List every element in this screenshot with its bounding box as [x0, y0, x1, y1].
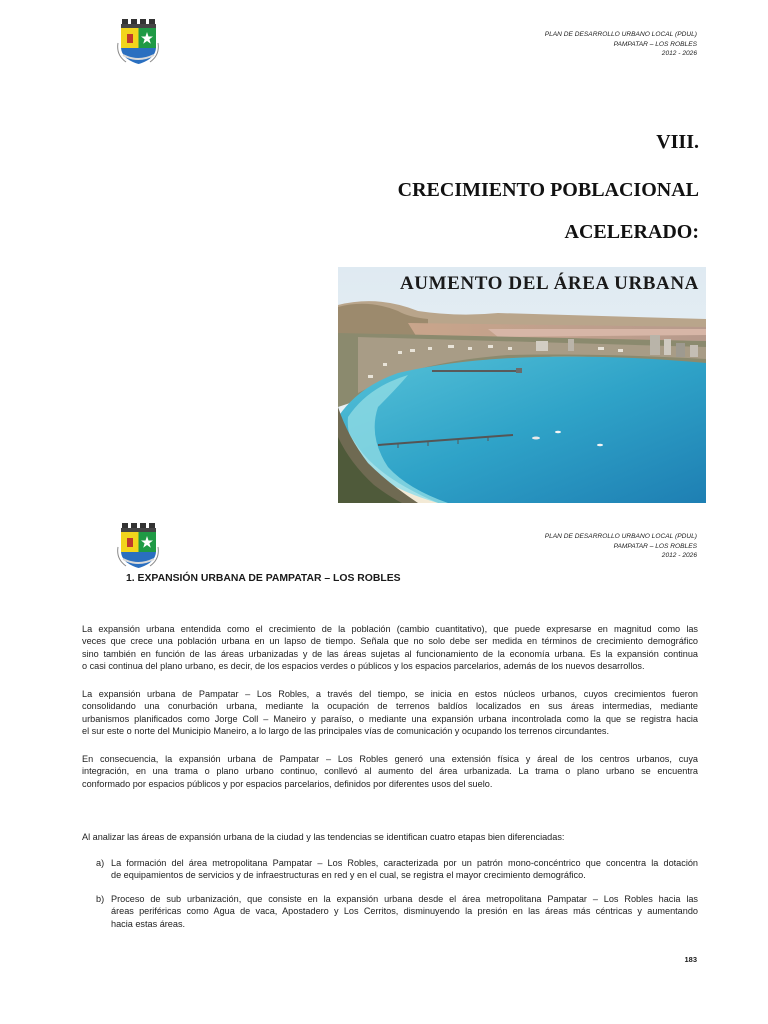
coastline-aerial-photo	[338, 267, 706, 503]
photo-caption-title: AUMENTO DEL ÁREA URBANA	[399, 273, 699, 294]
list-marker: b)	[96, 894, 105, 904]
list-line: Proceso de sub urbanización, que consiste en la expansión urbana desde el área metropolitana Pampatar – Los Robles hacia las	[111, 894, 698, 904]
list-line: áreas periféricas como Agua de vaca, Apostadero y Los Cerritos, disminuyendo la presión en las áreas más céntricas y aumentando	[111, 906, 698, 917]
paragraph-line: sino también en función de las áreas urbanizadas y de las áreas sujetas al funcionamiento de la economía urbana. Es la expansión continua	[82, 648, 698, 659]
municipal-crest-logo-2	[116, 521, 160, 571]
list-item-b	[96, 893, 698, 930]
paragraph-line: urbanismos planificados como Jorge Coll – Maneiro y paraíso, o mediante una expansión urbana incontrolada como la que se registra hacia	[82, 713, 698, 724]
header-plan-title: PLAN DE DESARROLLO URBANO LOCAL (PDUL)	[544, 31, 697, 38]
running-header-2	[437, 532, 697, 561]
paragraph-line: el sur este o norte del Municipio Maneiro, a lo largo de las principales vías de comunicación y ocupando los terrenos circundantes.	[82, 725, 610, 736]
list-marker: a)	[96, 858, 105, 868]
page-number: 183	[684, 955, 697, 964]
paragraph-2	[82, 688, 698, 737]
paragraph-line: Al analizar las áreas de expansión urbana de la ciudad y las tendencias se identifican cuatro etapas bien diferenciadas:	[82, 832, 565, 842]
paragraph-line: La expansión urbana entendida como el crecimiento de la población (cambio cuantitativo), que puede expresarse en magnitud como las	[82, 624, 698, 634]
section-heading: 1. EXPANSIÓN URBANA DE PAMPATAR – LOS ROBLES	[126, 573, 401, 584]
paragraph-1	[82, 623, 698, 672]
paragraph-line: consolidando una conurbación urbana, mediante la ocupación de terrenos baldíos localizados en sus áreas intermedias, mediante	[82, 701, 698, 712]
paragraph-line: En consecuencia, la expansión urbana de Pampatar – Los Robles generó una extensión física y áreal de los centros urbanos, cuya	[82, 754, 698, 764]
municipal-crest-logo	[116, 17, 160, 67]
chapter-title-line1: CRECIMIENTO POBLACIONAL	[397, 179, 699, 201]
header-location: PAMPATAR – LOS ROBLES	[613, 40, 697, 48]
list-line: La formación del área metropolitana Pampatar – Los Robles, caracterizada por un patrón mono-concéntrico que concentra la dotación	[111, 858, 698, 868]
list-line: hacia estas áreas.	[111, 918, 186, 929]
header-period-2: 2012 - 2026	[661, 552, 697, 559]
paragraph-3	[82, 753, 698, 790]
running-header	[437, 30, 697, 59]
header-period: 2012 - 2026	[661, 50, 697, 57]
chapter-number: VIII.	[656, 131, 699, 153]
paragraph-line: o casi continua del plano urbano, es decir, de los espacios verdes o públicos y los espacios parcelarios, además de los nuevos desarrollos.	[82, 660, 645, 671]
paragraph-line: veces que crece una población urbana en un lapso de tiempo. Señala que no solo debe ser medida en términos de crecimiento demográfico	[82, 636, 698, 647]
chapter-title-line2: ACELERADO:	[564, 221, 699, 243]
list-item-a	[96, 857, 698, 882]
paragraph-line: La expansión urbana de Pampatar – Los Robles, a través del tiempo, se inicia en estos núcleos urbanos, cuyos crecimientos fueron	[82, 689, 698, 699]
list-line: de equipamientos de servicios y de infraestructuras en red y en el cual, se registra el mayor crecimiento demográfico.	[111, 870, 586, 881]
header-plan-title-2: PLAN DE DESARROLLO URBANO LOCAL (PDUL)	[544, 533, 697, 540]
paragraph-4	[82, 831, 698, 843]
paragraph-line: integración, en una trama o plano urbano continuo, conllevó al aumento del área urbanizada. La trama o plano urbano se encuentra	[82, 766, 698, 777]
paragraph-line: conformado por espacios públicos y por espacios parcelarios, definidos por diferentes usos del suelo.	[82, 778, 493, 789]
header-location-2: PAMPATAR – LOS ROBLES	[613, 542, 697, 550]
